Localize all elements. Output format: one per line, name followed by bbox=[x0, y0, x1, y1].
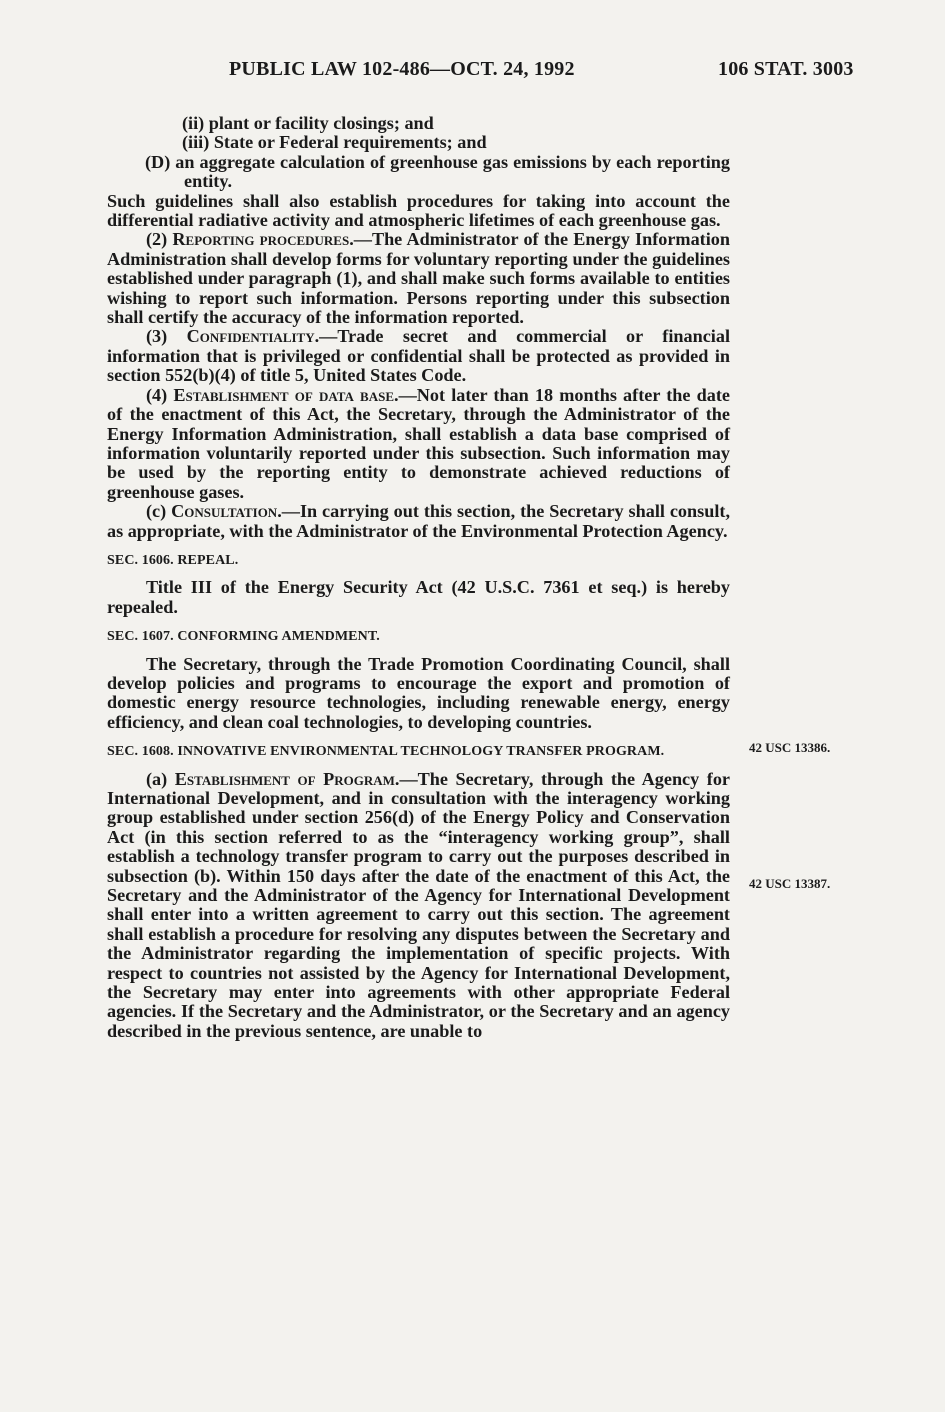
paragraph-2-text: —The Administrator of the Energy Information Administration shall develop forms for voluntary reporting under the guidelines established under paragraph (1), and shall make such forms available to entities wishing to report such information. Persons reporting under this subsection shall certify the accuracy of the information reported. bbox=[107, 229, 730, 328]
subsection-c-letter: (c) bbox=[146, 501, 167, 522]
body-text bbox=[107, 114, 730, 1041]
section-1607-heading: SEC. 1607. CONFORMING AMENDMENT. bbox=[107, 629, 380, 645]
guidelines-paragraph: Such guidelines shall also establish procedures for taking into account the differential radiative activity and atmospheric lifetimes of each greenhouse gas. bbox=[107, 190, 730, 231]
subsection-c bbox=[107, 502, 730, 541]
section-1608-a-heading: Establishment of Program. bbox=[174, 768, 400, 789]
clause-ii: (ii) plant or facility closings; and bbox=[182, 113, 434, 133]
paragraph-4-text: —Not later than 18 months after the date of the enactment of this Act, the Secretary, through the Administrator of the Energy Information Administration, shall establish a data base comprised of information voluntarily reported under this subsection. Such information may be used by the reporting entity to demonstrate achieved reductions of greenhouse gases. bbox=[107, 384, 730, 502]
margin-note-usc-13387: 42 USC 13387. bbox=[749, 876, 831, 891]
paragraph-2-number: (2) bbox=[146, 229, 168, 250]
section-1608-a-letter: (a) bbox=[146, 768, 168, 789]
running-header-stat-page: 106 STAT. 3003 bbox=[718, 58, 854, 80]
subsection-c-heading: Consultation. bbox=[171, 501, 282, 522]
paragraph-3-number: (3) bbox=[146, 326, 168, 347]
paragraph-3-text: —Trade secret and commercial or financial information that is privileged or confidential shall be protected as provided in section 552(b)(4) of title 5, United States Code. bbox=[107, 326, 731, 386]
paragraph-4-heading: Establishment of data base. bbox=[173, 384, 399, 405]
clause-iii: (iii) State or Federal requirements; and bbox=[182, 132, 487, 153]
section-1606-text: Title III of the Energy Security Act (42 U.S.C. 7361 et seq.) is hereby repealed. bbox=[107, 577, 730, 617]
section-1608-heading: SEC. 1608. INNOVATIVE ENVIRONMENTAL TECHNOLOGY TRANSFER PROGRAM. bbox=[107, 744, 665, 760]
paragraph-4-number: (4) bbox=[146, 384, 168, 405]
subsection-c-text: —In carrying out this section, the Secretary shall consult, as appropriate, with the Administrator of the Environmental Protection Agency. bbox=[107, 501, 730, 541]
subparagraph-d: (D) an aggregate calculation of greenhouse gas emissions by each reporting entity. bbox=[145, 151, 730, 192]
paragraph-3-heading: Confidentiality. bbox=[186, 326, 320, 347]
paragraph-2 bbox=[107, 230, 730, 327]
paragraph-2-heading: Reporting procedures. bbox=[172, 229, 354, 250]
section-1606-heading: SEC. 1606. REPEAL. bbox=[107, 552, 239, 568]
margin-note-usc-13386: 42 USC 13386. bbox=[749, 740, 831, 755]
running-header-title: PUBLIC LAW 102-486—OCT. 24, 1992 bbox=[229, 58, 575, 80]
section-1608-subsection-a bbox=[107, 770, 730, 1042]
paragraph-3 bbox=[107, 327, 730, 385]
section-1607-text: The Secretary, through the Trade Promotion Coordinating Council, shall develop policies and programs to encourage the export and promotion of domestic energy resource technologies, including renewable energy, energy efficiency, and clean coal technologies, to developing countries. bbox=[107, 653, 730, 732]
paragraph-4 bbox=[107, 386, 730, 502]
section-1608-a-text: —The Secretary, through the Agency for International Development, and in consultation with the interagency working group established under section 256(d) of the Energy Policy and Conservation Act (in this section referred to as the “interagency working group”, shall establish a technology transfer program to carry out the purposes described in subsection (b). Within 150 days after the date of the enactment of this Act, the Secretary and the Administrator of the Agency for International Development shall enter into a written agreement to carry out this section. The agreement shall establish a procedure for resolving any disputes between the Secretary and the Administrator regarding the implementation of specific projects. With respect to countries not assisted by the Agency for International Development, the Secretary may enter into agreements with other appropriate Federal agencies. If the Secretary and the Administrator, or the Secretary and an agency described in the previous sentence, are unable to bbox=[107, 768, 730, 1041]
